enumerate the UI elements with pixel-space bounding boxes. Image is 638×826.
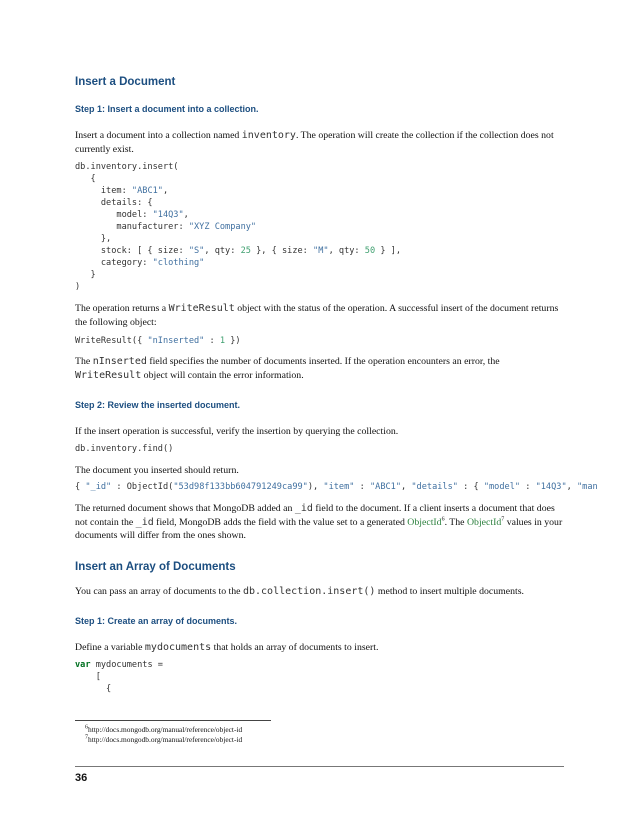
footnote-6-url[interactable]: http://docs.mongodb.org/manual/reference/object-id: [88, 725, 243, 734]
link-objectid-6[interactable]: ObjectId: [407, 516, 442, 528]
paragraph-define-variable: Define a variable mydocuments that holds an array of documents to insert.: [75, 642, 379, 653]
code-block-mydocuments: var mydocuments = [ {: [75, 659, 163, 694]
paragraph-verify: If the insert operation is successful, verify the insertion by querying the collection.: [75, 426, 399, 437]
code-block-returned-document: { "_id" : ObjectId("53d98f133bb604791249ca99"), "item" : "ABC1", "details" : { "model" : "14Q3", "man: [75, 482, 598, 492]
step1-title: Step 1: Insert a document into a collection.: [75, 104, 259, 114]
inline-code-collection-insert: db.collection.insert(): [242, 585, 376, 597]
footnote-7-url[interactable]: http://docs.mongodb.org/manual/reference/object-id: [88, 735, 243, 744]
footnote-7: $^7$http://docs.mongodb.org/manual/reference/object-id: [85, 734, 243, 744]
inline-code-id-2: _id: [135, 516, 154, 528]
array-step1-title: Step 1: Create an array of documents.: [75, 616, 238, 626]
paragraph-writeresult: The operation returns a WriteResult object with the status of the operation. A successful insert of the document returns the following object:: [75, 303, 559, 328]
step2-title: Step 2: Review the inserted document.: [75, 400, 241, 410]
inline-code-mydocuments: mydocuments: [144, 642, 212, 653]
link-objectid-7[interactable]: ObjectId: [466, 516, 502, 528]
footnote-divider: [75, 720, 271, 721]
inline-code-inventory: inventory: [241, 130, 296, 141]
footnote-ref-7[interactable]: 7: [501, 516, 505, 523]
inline-code-id: _id: [294, 503, 313, 514]
paragraph-insert-array: You can pass an array of documents to the db.collection.insert() method to insert multiple documents.: [75, 585, 524, 597]
footer-divider: [75, 766, 564, 767]
document-page: [75, 74, 598, 695]
footnotes: [85, 725, 242, 745]
paragraph-ninserted: The nInserted field specifies the number of documents inserted. If the operation encounters an error, the WriteResult object will contain the error information.: [75, 356, 500, 381]
code-block-insert: db.inventory.insert( { item: "ABC1", details: { model: "14Q3", manufacturer: "XYZ Company" }, stock: [ { size: "S", qty: 25 }, { size: "M", qty: 50 } ], category: "clothing" } ): [75, 162, 402, 292]
footnote-ref-6[interactable]: 6: [441, 516, 445, 523]
paragraph-should-return: The document you inserted should return.: [75, 464, 239, 476]
footnote-6: $^6$http://docs.mongodb.org/manual/reference/object-id: [85, 724, 243, 734]
paragraph-objectid: The returned document shows that MongoDB added an _id field to the document. If a client inserts a document that does not contain the _id field, MongoDB adds the field with the value set to a generated ObjectId$^6$. The ObjectId$^7$ values in your documents will differ from the ones shown.: [75, 503, 563, 541]
inline-code-writeresult-2: WriteResult: [75, 369, 142, 381]
paragraph-insert-intro: Insert a document into a collection named inventory. The operation will create the collection if the collection does not currently exist.: [75, 130, 554, 155]
inline-code-ninserted: nInserted: [92, 356, 147, 367]
inline-code-writeresult: WriteResult: [168, 303, 235, 314]
code-block-writeresult: WriteResult({ "nInserted" : 1 }): [75, 336, 241, 346]
section-title-insert-document: Insert a Document: [75, 76, 176, 88]
section-title-insert-array: Insert an Array of Documents: [75, 560, 236, 573]
page-number: 36: [75, 772, 88, 784]
code-block-find: db.inventory.find(): [75, 443, 174, 454]
